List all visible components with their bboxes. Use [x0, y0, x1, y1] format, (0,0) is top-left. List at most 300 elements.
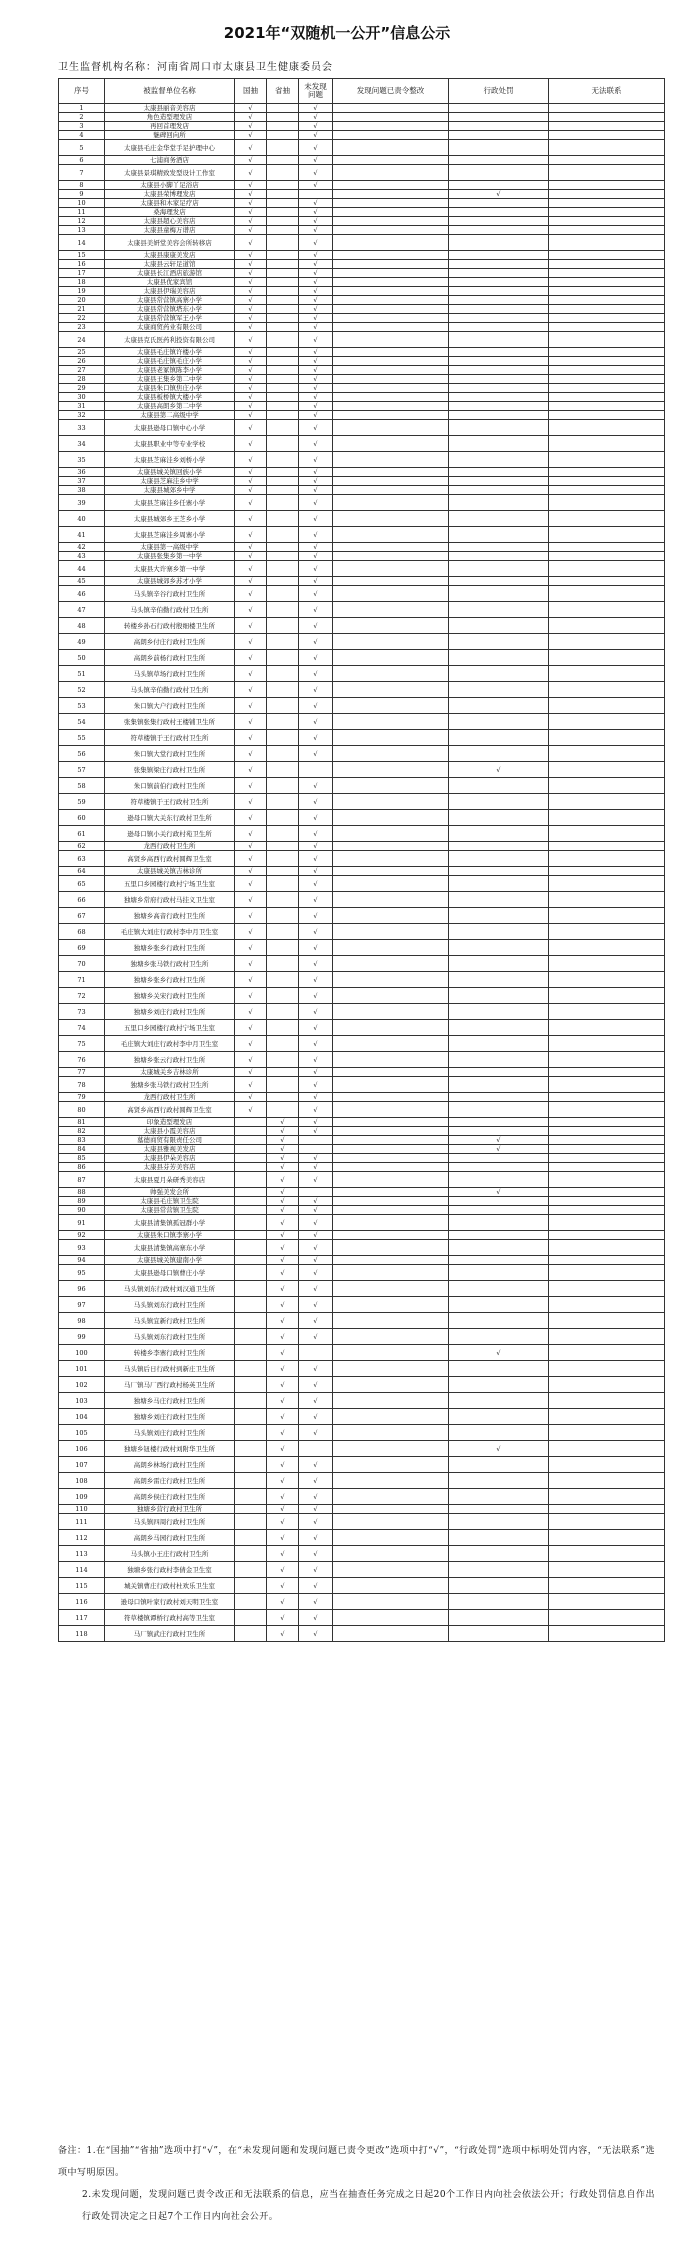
- unit-name: 太康县常营镇高寨小学: [105, 296, 235, 305]
- check-cell-s: [267, 851, 299, 867]
- check-cell-w: √: [299, 940, 333, 956]
- unit-name: 龙西行政村卫生所: [105, 1093, 235, 1102]
- check-cell-s: [267, 867, 299, 876]
- table-row: [59, 1118, 665, 1127]
- check-cell-l: [549, 1281, 665, 1297]
- check-cell-g: √: [235, 908, 267, 924]
- unit-name: 太康城关乡吉林诊所: [105, 1068, 235, 1077]
- row-number: 31: [59, 402, 105, 411]
- unit-name: 太康县克氏医药利投资有限公司: [105, 332, 235, 348]
- check-cell-w: √: [299, 842, 333, 851]
- header-unit-name: 被监督单位名称: [105, 79, 235, 104]
- unit-name: 高朗乡马园行政村卫生所: [105, 1530, 235, 1546]
- table-row: [59, 332, 665, 348]
- check-cell-w: √: [299, 1594, 333, 1610]
- check-cell-g: √: [235, 746, 267, 762]
- check-cell-s: [267, 1093, 299, 1102]
- table-row: [59, 348, 665, 357]
- table-row: [59, 1505, 665, 1514]
- check-cell-g: √: [235, 190, 267, 199]
- check-cell-g: √: [235, 730, 267, 746]
- check-cell-l: [549, 199, 665, 208]
- table-row: [59, 1093, 665, 1102]
- check-cell-l: [549, 1594, 665, 1610]
- unit-name: 太康县小霞美容店: [105, 1127, 235, 1136]
- unit-name: 高朗乡付庄行政村卫生所: [105, 634, 235, 650]
- unit-name: 太康县小脚丫足浴店: [105, 181, 235, 190]
- row-number: 109: [59, 1489, 105, 1505]
- table-row: [59, 165, 665, 181]
- check-cell-g: √: [235, 1068, 267, 1077]
- row-number: 54: [59, 714, 105, 730]
- check-cell-s: √: [267, 1610, 299, 1626]
- check-cell-w: √: [299, 411, 333, 420]
- check-cell-x: [449, 1457, 549, 1473]
- table-row: [59, 1562, 665, 1578]
- check-cell-x: [449, 1256, 549, 1265]
- row-number: 62: [59, 842, 105, 851]
- check-cell-g: [235, 1489, 267, 1505]
- check-cell-g: √: [235, 235, 267, 251]
- row-number: 51: [59, 666, 105, 682]
- table-row: [59, 1145, 665, 1154]
- check-cell-f: [333, 908, 449, 924]
- header-rectified: 发现问题已责令整改: [333, 79, 449, 104]
- table-row: [59, 892, 665, 908]
- check-cell-s: [267, 156, 299, 165]
- unit-name: 太康县板桥镇大楼小学: [105, 393, 235, 402]
- check-cell-l: [549, 1077, 665, 1093]
- check-cell-g: [235, 1145, 267, 1154]
- inspection-table: [58, 78, 665, 1642]
- unit-name: 独塘乡马庄行政村卫生所: [105, 1393, 235, 1409]
- check-cell-s: [267, 477, 299, 486]
- check-cell-x: [449, 1530, 549, 1546]
- check-cell-f: [333, 1514, 449, 1530]
- table-row: [59, 1102, 665, 1118]
- row-number: 6: [59, 156, 105, 165]
- table-row: [59, 1546, 665, 1562]
- table-row: [59, 411, 665, 420]
- check-cell-l: [549, 384, 665, 393]
- row-number: 10: [59, 199, 105, 208]
- check-cell-w: √: [299, 208, 333, 217]
- row-number: 66: [59, 892, 105, 908]
- unit-name: 高贤乡高西行政村圆辉卫生室: [105, 1102, 235, 1118]
- unit-name: 马头镇刘东行政村卫生所: [105, 1329, 235, 1345]
- check-cell-f: [333, 851, 449, 867]
- check-cell-x: [449, 296, 549, 305]
- unit-name: 马头镇辛伯勤行政村卫生所: [105, 682, 235, 698]
- table-row: [59, 366, 665, 375]
- unit-name: 马头镇草场行政村卫生所: [105, 666, 235, 682]
- row-number: 37: [59, 477, 105, 486]
- check-cell-w: √: [299, 468, 333, 477]
- check-cell-f: [333, 1441, 449, 1457]
- table-row: [59, 1530, 665, 1546]
- unit-name: 太康县美妍堂美容会所转移店: [105, 235, 235, 251]
- check-cell-s: √: [267, 1231, 299, 1240]
- check-cell-w: √: [299, 1425, 333, 1441]
- check-cell-g: √: [235, 1004, 267, 1020]
- check-cell-l: [549, 1393, 665, 1409]
- unit-name: 高贤乡高西行政村圆辉卫生室: [105, 851, 235, 867]
- check-cell-g: √: [235, 131, 267, 140]
- check-cell-s: √: [267, 1172, 299, 1188]
- row-number: 110: [59, 1505, 105, 1514]
- check-cell-g: [235, 1188, 267, 1197]
- row-number: 39: [59, 495, 105, 511]
- check-cell-l: [549, 269, 665, 278]
- check-cell-l: [549, 1329, 665, 1345]
- check-cell-l: [549, 348, 665, 357]
- check-cell-f: [333, 1489, 449, 1505]
- check-cell-s: [267, 199, 299, 208]
- check-cell-w: √: [299, 495, 333, 511]
- check-cell-f: [333, 1546, 449, 1562]
- check-cell-l: [549, 1345, 665, 1361]
- check-cell-s: √: [267, 1163, 299, 1172]
- check-cell-w: √: [299, 552, 333, 561]
- check-cell-f: [333, 1154, 449, 1163]
- check-cell-l: [549, 778, 665, 794]
- table-row: [59, 1154, 665, 1163]
- table-row: [59, 1457, 665, 1473]
- check-cell-w: √: [299, 810, 333, 826]
- check-cell-f: [333, 208, 449, 217]
- check-cell-l: [549, 634, 665, 650]
- check-cell-s: [267, 892, 299, 908]
- table-row: [59, 199, 665, 208]
- check-cell-l: [549, 810, 665, 826]
- check-cell-w: [299, 190, 333, 199]
- check-cell-f: [333, 375, 449, 384]
- check-cell-w: √: [299, 1068, 333, 1077]
- table-row: [59, 217, 665, 226]
- check-cell-f: [333, 156, 449, 165]
- check-cell-l: [549, 113, 665, 122]
- check-cell-f: [333, 1393, 449, 1409]
- check-cell-l: [549, 260, 665, 269]
- table-row: [59, 698, 665, 714]
- check-cell-g: [235, 1610, 267, 1626]
- check-cell-g: √: [235, 217, 267, 226]
- check-cell-f: [333, 1136, 449, 1145]
- check-cell-s: [267, 1102, 299, 1118]
- check-cell-s: [267, 586, 299, 602]
- check-cell-w: √: [299, 1297, 333, 1313]
- check-cell-f: [333, 269, 449, 278]
- check-cell-x: [449, 305, 549, 314]
- check-cell-s: √: [267, 1265, 299, 1281]
- check-cell-g: √: [235, 156, 267, 165]
- table-row: [59, 1345, 665, 1361]
- check-cell-l: [549, 190, 665, 199]
- check-cell-l: [549, 1562, 665, 1578]
- unit-name: 太康县常营镇军王小学: [105, 314, 235, 323]
- check-cell-s: [267, 235, 299, 251]
- check-cell-w: √: [299, 778, 333, 794]
- check-cell-w: √: [299, 140, 333, 156]
- check-cell-x: [449, 411, 549, 420]
- check-cell-s: [267, 842, 299, 851]
- check-cell-w: √: [299, 1514, 333, 1530]
- table-row: [59, 1256, 665, 1265]
- check-cell-g: √: [235, 698, 267, 714]
- table-row: [59, 810, 665, 826]
- check-cell-s: √: [267, 1329, 299, 1345]
- check-cell-g: √: [235, 666, 267, 682]
- check-cell-g: [235, 1136, 267, 1145]
- check-cell-x: [449, 278, 549, 287]
- unit-name: 太康县芝麻洼乡中学: [105, 477, 235, 486]
- row-number: 91: [59, 1215, 105, 1231]
- check-cell-l: [549, 217, 665, 226]
- check-cell-f: [333, 1145, 449, 1154]
- table-row: [59, 586, 665, 602]
- check-cell-s: √: [267, 1188, 299, 1197]
- check-cell-x: [449, 826, 549, 842]
- unit-name: 独塘乡关宋行政村卫生所: [105, 988, 235, 1004]
- check-cell-l: [549, 867, 665, 876]
- check-cell-l: [549, 1361, 665, 1377]
- check-cell-w: √: [299, 1361, 333, 1377]
- check-cell-f: [333, 650, 449, 666]
- row-number: 49: [59, 634, 105, 650]
- check-cell-l: [549, 181, 665, 190]
- check-cell-w: √: [299, 1457, 333, 1473]
- check-cell-s: [267, 682, 299, 698]
- check-cell-g: [235, 1562, 267, 1578]
- check-cell-g: √: [235, 477, 267, 486]
- check-cell-x: [449, 1610, 549, 1626]
- check-cell-s: [267, 762, 299, 778]
- check-cell-s: [267, 260, 299, 269]
- check-cell-w: √: [299, 278, 333, 287]
- check-cell-s: [267, 602, 299, 618]
- check-cell-x: [449, 1594, 549, 1610]
- unit-name: 马头镇后日行政村到新庄卫生所: [105, 1361, 235, 1377]
- table-row: [59, 1004, 665, 1020]
- check-cell-f: [333, 1281, 449, 1297]
- check-cell-w: √: [299, 477, 333, 486]
- table-row: [59, 1514, 665, 1530]
- unit-name: 独塘乡刘庄行政村卫生所: [105, 1409, 235, 1425]
- check-cell-s: √: [267, 1154, 299, 1163]
- unit-name: 太康县王集乡第二中学: [105, 375, 235, 384]
- unit-name: 符草楼镇于王行政村卫生所: [105, 794, 235, 810]
- check-cell-g: √: [235, 393, 267, 402]
- check-cell-s: [267, 1036, 299, 1052]
- check-cell-f: [333, 468, 449, 477]
- unit-name: 太康县毛庄镇毛庄小学: [105, 357, 235, 366]
- check-cell-l: [549, 602, 665, 618]
- check-cell-x: [449, 1626, 549, 1642]
- check-cell-g: √: [235, 552, 267, 561]
- check-cell-l: [549, 714, 665, 730]
- check-cell-f: [333, 366, 449, 375]
- table-row: [59, 226, 665, 235]
- check-cell-l: [549, 1172, 665, 1188]
- unit-name: 太康县芝麻洼乡刘桥小学: [105, 452, 235, 468]
- check-cell-l: [549, 104, 665, 113]
- table-row: [59, 269, 665, 278]
- check-cell-f: [333, 1329, 449, 1345]
- row-number: 30: [59, 393, 105, 402]
- check-cell-w: √: [299, 1197, 333, 1206]
- table-row: [59, 552, 665, 561]
- check-cell-l: [549, 1206, 665, 1215]
- check-cell-f: [333, 296, 449, 305]
- check-cell-s: √: [267, 1145, 299, 1154]
- check-cell-s: [267, 278, 299, 287]
- check-cell-x: [449, 323, 549, 332]
- check-cell-l: [549, 131, 665, 140]
- check-cell-f: [333, 411, 449, 420]
- check-cell-x: [449, 1215, 549, 1231]
- check-cell-g: √: [235, 972, 267, 988]
- unit-name: 马头镇辛谷行政村卫生所: [105, 586, 235, 602]
- check-cell-w: √: [299, 1505, 333, 1514]
- check-cell-f: [333, 924, 449, 940]
- check-cell-s: [267, 140, 299, 156]
- unit-name: 太康县雅视美发店: [105, 1145, 235, 1154]
- check-cell-g: √: [235, 867, 267, 876]
- check-cell-g: [235, 1578, 267, 1594]
- check-cell-x: [449, 1068, 549, 1077]
- check-cell-f: [333, 190, 449, 199]
- check-cell-f: [333, 666, 449, 682]
- check-cell-s: [267, 746, 299, 762]
- check-cell-w: √: [299, 650, 333, 666]
- check-cell-s: [267, 486, 299, 495]
- check-cell-f: [333, 104, 449, 113]
- unit-name: 太康县高朗乡第二中学: [105, 402, 235, 411]
- check-cell-f: [333, 1578, 449, 1594]
- check-cell-l: [549, 477, 665, 486]
- check-cell-g: √: [235, 113, 267, 122]
- check-cell-f: [333, 393, 449, 402]
- check-cell-s: [267, 1020, 299, 1036]
- check-cell-s: [267, 181, 299, 190]
- check-cell-f: [333, 1020, 449, 1036]
- row-number: 98: [59, 1313, 105, 1329]
- row-number: 13: [59, 226, 105, 235]
- table-row: [59, 1036, 665, 1052]
- check-cell-f: [333, 682, 449, 698]
- row-number: 72: [59, 988, 105, 1004]
- unit-name: 太康县康康美发店: [105, 251, 235, 260]
- check-cell-l: [549, 495, 665, 511]
- check-cell-l: [549, 1473, 665, 1489]
- unit-name: 太康县伊瑞美容店: [105, 287, 235, 296]
- check-cell-x: [449, 1514, 549, 1530]
- row-number: 88: [59, 1188, 105, 1197]
- unit-name: 再回首理发店: [105, 122, 235, 131]
- unit-name: 独塘乡张乡行政村卫生所: [105, 940, 235, 956]
- check-cell-s: [267, 511, 299, 527]
- check-cell-s: √: [267, 1215, 299, 1231]
- row-number: 118: [59, 1626, 105, 1642]
- check-cell-f: [333, 140, 449, 156]
- unit-name: 太康县优家宾馆: [105, 278, 235, 287]
- table-row: [59, 778, 665, 794]
- check-cell-g: √: [235, 486, 267, 495]
- check-cell-f: [333, 1215, 449, 1231]
- check-cell-x: [449, 586, 549, 602]
- check-cell-w: √: [299, 314, 333, 323]
- check-cell-l: [549, 1626, 665, 1642]
- check-cell-s: [267, 131, 299, 140]
- check-cell-f: [333, 1313, 449, 1329]
- row-number: 99: [59, 1329, 105, 1345]
- check-cell-l: [549, 140, 665, 156]
- check-cell-w: √: [299, 618, 333, 634]
- check-cell-x: [449, 682, 549, 698]
- unit-name: 太康县夏月朵研秀美容店: [105, 1172, 235, 1188]
- check-cell-x: [449, 1265, 549, 1281]
- check-cell-g: √: [235, 778, 267, 794]
- check-cell-g: √: [235, 468, 267, 477]
- row-number: 59: [59, 794, 105, 810]
- unit-name: 毛庄镇大刘庄行政村李中月卫生室: [105, 1036, 235, 1052]
- check-cell-w: √: [299, 1562, 333, 1578]
- unit-name: 张集镇梁庄行政村卫生所: [105, 762, 235, 778]
- check-cell-x: [449, 1473, 549, 1489]
- check-cell-w: √: [299, 332, 333, 348]
- unit-name: 五里口乡园楼行政村宁场卫生室: [105, 1020, 235, 1036]
- check-cell-l: [549, 1546, 665, 1562]
- check-cell-g: [235, 1265, 267, 1281]
- check-cell-g: √: [235, 543, 267, 552]
- table-row: [59, 924, 665, 940]
- check-cell-w: √: [299, 1052, 333, 1068]
- check-cell-w: √: [299, 104, 333, 113]
- check-cell-f: [333, 1118, 449, 1127]
- check-cell-f: [333, 1345, 449, 1361]
- check-cell-g: √: [235, 956, 267, 972]
- check-cell-l: [549, 1578, 665, 1594]
- check-cell-g: [235, 1345, 267, 1361]
- check-cell-f: [333, 131, 449, 140]
- check-cell-g: √: [235, 842, 267, 851]
- check-cell-g: [235, 1546, 267, 1562]
- check-cell-w: √: [299, 1489, 333, 1505]
- check-cell-x: [449, 1231, 549, 1240]
- check-cell-f: [333, 452, 449, 468]
- check-cell-s: [267, 666, 299, 682]
- check-cell-x: [449, 287, 549, 296]
- check-cell-f: [333, 956, 449, 972]
- check-cell-f: [333, 810, 449, 826]
- row-number: 74: [59, 1020, 105, 1036]
- check-cell-x: [449, 436, 549, 452]
- check-cell-w: √: [299, 199, 333, 208]
- check-cell-x: √: [449, 190, 549, 199]
- check-cell-s: [267, 384, 299, 393]
- check-cell-x: [449, 1489, 549, 1505]
- check-cell-w: √: [299, 1313, 333, 1329]
- check-cell-w: [299, 1441, 333, 1457]
- check-cell-w: √: [299, 1409, 333, 1425]
- check-cell-x: [449, 527, 549, 543]
- check-cell-f: [333, 260, 449, 269]
- check-cell-f: [333, 1163, 449, 1172]
- row-number: 103: [59, 1393, 105, 1409]
- unit-name: 帅强美发会所: [105, 1188, 235, 1197]
- check-cell-g: √: [235, 940, 267, 956]
- row-number: 83: [59, 1136, 105, 1145]
